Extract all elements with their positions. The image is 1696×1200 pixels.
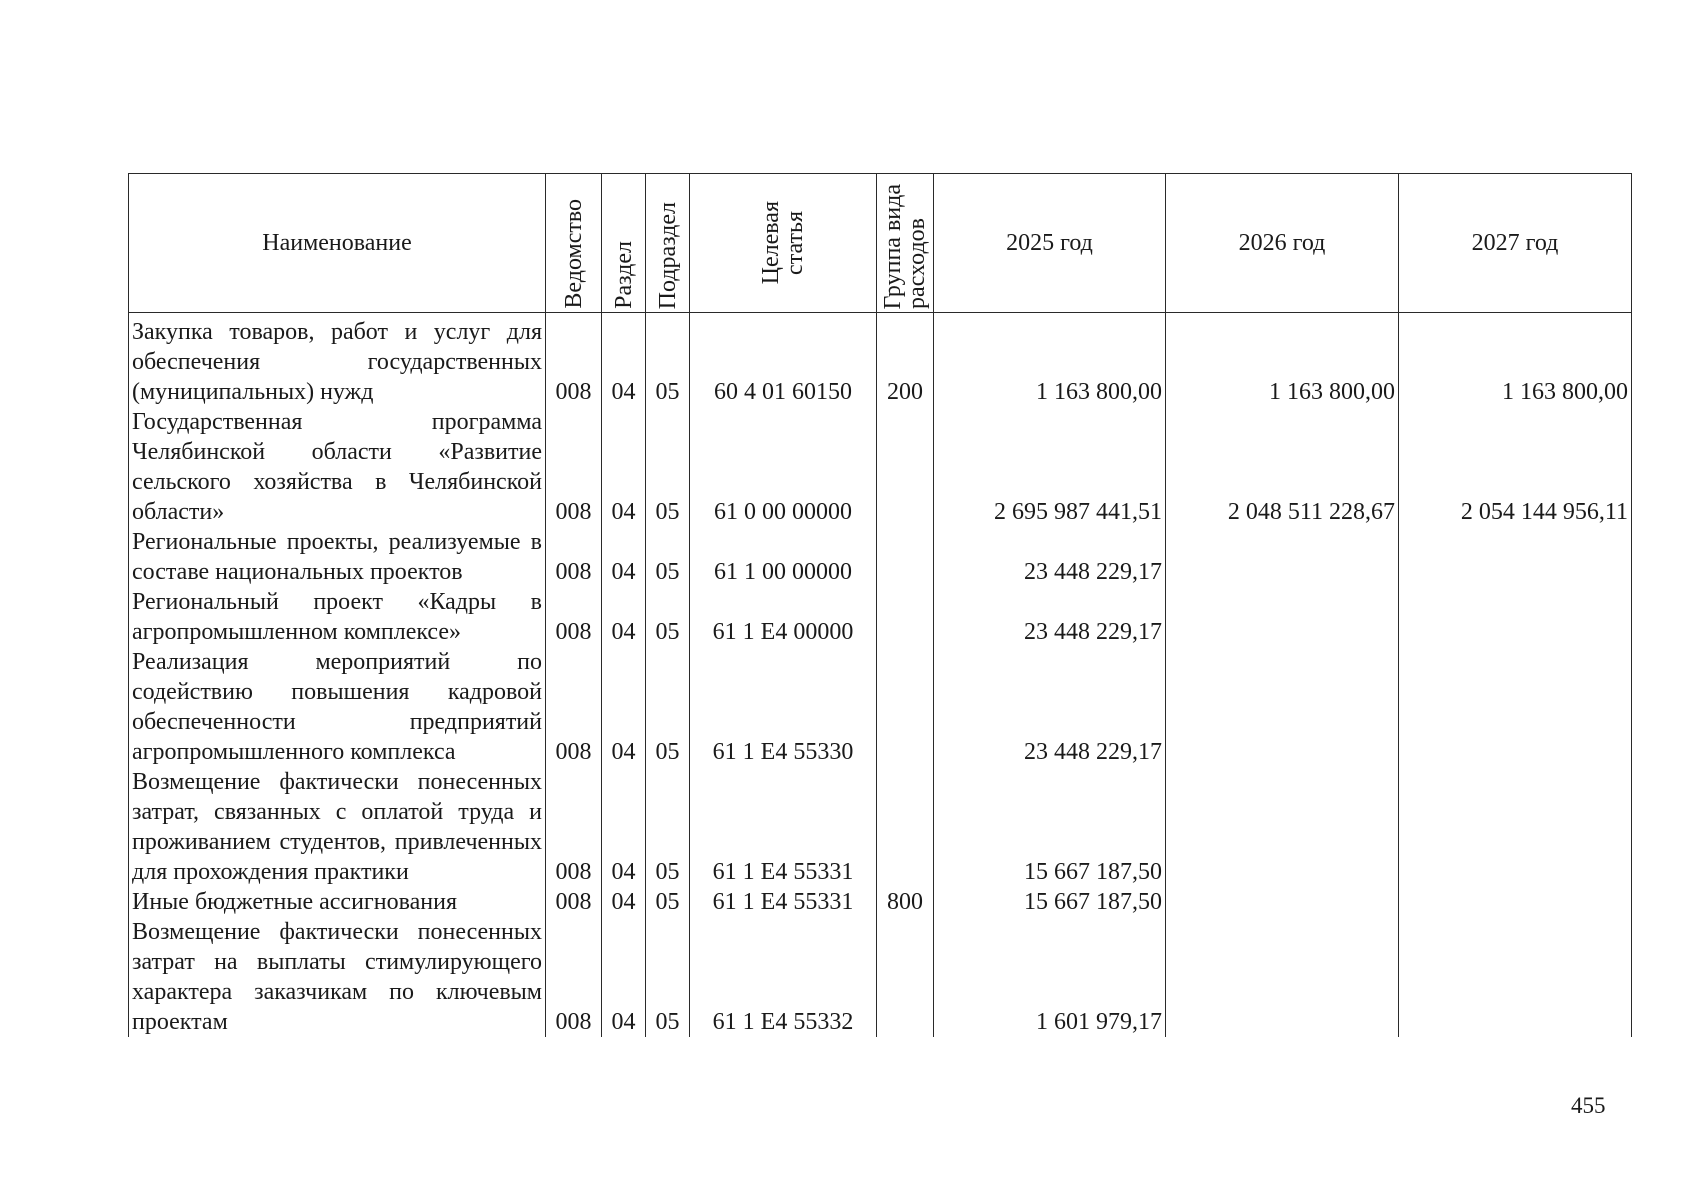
- cell-2025: 15 667 187,50: [934, 887, 1166, 917]
- cell-2026: [1166, 587, 1399, 647]
- cell-name: Иные бюджетные ассигнования: [129, 887, 546, 917]
- cell-name: Возмещение фактически понесенных затрат на выплаты стимулирующего характера заказчикам по ключевым проектам: [129, 917, 546, 1037]
- header-2027: [1399, 174, 1632, 313]
- cell-2025: 23 448 229,17: [934, 587, 1166, 647]
- header-2027-text: 2027 год: [1471, 230, 1559, 256]
- header-2026-text: 2026 год: [1238, 230, 1326, 256]
- header-vedomstvo-text: Ведомство: [560, 199, 587, 309]
- cell-celevaya-statya: 61 1 E4 55331: [690, 767, 877, 887]
- cell-vedomstvo: 008: [546, 527, 602, 587]
- header-gruppa-line1: Группа вида: [880, 183, 906, 309]
- cell-2025: 1 163 800,00: [934, 313, 1166, 408]
- header-gruppa-vida: [877, 174, 934, 313]
- cell-vedomstvo: 008: [546, 647, 602, 767]
- cell-razdel: 04: [602, 647, 646, 767]
- cell-2026: [1166, 887, 1399, 917]
- cell-2026: 1 163 800,00: [1166, 313, 1399, 408]
- cell-gruppa-vida: 800: [877, 887, 934, 917]
- header-razdel-text: Раздел: [610, 241, 637, 309]
- cell-vedomstvo: 008: [546, 887, 602, 917]
- cell-podrazdel: 05: [646, 407, 690, 527]
- table-body: [129, 313, 1632, 1038]
- cell-razdel: 04: [602, 313, 646, 408]
- cell-podrazdel: 05: [646, 917, 690, 1037]
- header-row: [129, 174, 1632, 313]
- cell-celevaya-statya: 61 1 00 00000: [690, 527, 877, 587]
- cell-2025: 1 601 979,17: [934, 917, 1166, 1037]
- header-gruppa-line2: расходов: [904, 218, 930, 309]
- cell-podrazdel: 05: [646, 527, 690, 587]
- header-name-text: Наименование: [262, 230, 412, 256]
- cell-razdel: 04: [602, 887, 646, 917]
- cell-gruppa-vida: [877, 917, 934, 1037]
- cell-name: Реализация мероприятий по содействию повышения кадровой обеспеченности предприятий агропромышленного комплекса: [129, 647, 546, 767]
- table-row: [129, 587, 1632, 647]
- header-2025: [934, 174, 1166, 313]
- header-celevaya-line1: Целевая: [758, 201, 784, 285]
- cell-vedomstvo: 008: [546, 313, 602, 408]
- cell-2026: [1166, 527, 1399, 587]
- cell-2026: [1166, 767, 1399, 887]
- cell-podrazdel: 05: [646, 647, 690, 767]
- header-celevaya-line2: статья: [782, 211, 808, 275]
- header-2026: [1166, 174, 1399, 313]
- budget-table: [128, 173, 1632, 1037]
- cell-2027: [1399, 917, 1632, 1037]
- cell-podrazdel: 05: [646, 767, 690, 887]
- table-row: [129, 917, 1632, 1037]
- cell-2027: [1399, 887, 1632, 917]
- cell-2027: [1399, 527, 1632, 587]
- cell-2027: [1399, 587, 1632, 647]
- table-row: [129, 887, 1632, 917]
- cell-2025: 2 695 987 441,51: [934, 407, 1166, 527]
- cell-gruppa-vida: [877, 767, 934, 887]
- cell-gruppa-vida: [877, 587, 934, 647]
- cell-gruppa-vida: [877, 527, 934, 587]
- cell-celevaya-statya: 60 4 01 60150: [690, 313, 877, 408]
- cell-razdel: 04: [602, 917, 646, 1037]
- cell-razdel: 04: [602, 527, 646, 587]
- header-celevaya-statya: [690, 174, 877, 313]
- cell-celevaya-statya: 61 1 E4 55331: [690, 887, 877, 917]
- header-2025-text: 2025 год: [1006, 230, 1093, 256]
- cell-2026: [1166, 917, 1399, 1037]
- cell-celevaya-statya: 61 1 E4 55330: [690, 647, 877, 767]
- cell-vedomstvo: 008: [546, 767, 602, 887]
- table-row: [129, 767, 1632, 887]
- header-vedomstvo: [546, 174, 602, 313]
- table-row: [129, 313, 1632, 408]
- table-row: [129, 527, 1632, 587]
- header-name: [129, 174, 546, 313]
- cell-2025: 23 448 229,17: [934, 527, 1166, 587]
- cell-gruppa-vida: 200: [877, 313, 934, 408]
- cell-podrazdel: 05: [646, 313, 690, 408]
- header-razdel: [602, 174, 646, 313]
- cell-vedomstvo: 008: [546, 587, 602, 647]
- cell-name: Закупка товаров, работ и услуг для обеспечения государственных (муниципальных) нужд: [129, 313, 546, 408]
- cell-podrazdel: 05: [646, 887, 690, 917]
- cell-celevaya-statya: 61 0 00 00000: [690, 407, 877, 527]
- header-podrazdel: [646, 174, 690, 313]
- cell-2027: [1399, 767, 1632, 887]
- cell-gruppa-vida: [877, 647, 934, 767]
- cell-2026: 2 048 511 228,67: [1166, 407, 1399, 527]
- cell-razdel: 04: [602, 407, 646, 527]
- cell-podrazdel: 05: [646, 587, 690, 647]
- cell-2027: 1 163 800,00: [1399, 313, 1632, 408]
- cell-2025: 15 667 187,50: [934, 767, 1166, 887]
- cell-name: Государственная программа Челябинской области «Развитие сельского хозяйства в Челябинской области»: [129, 407, 546, 527]
- cell-2027: 2 054 144 956,11: [1399, 407, 1632, 527]
- table-row: [129, 407, 1632, 527]
- cell-gruppa-vida: [877, 407, 934, 527]
- cell-name: Региональный проект «Кадры в агропромышленном комплексе»: [129, 587, 546, 647]
- cell-razdel: 04: [602, 587, 646, 647]
- cell-2027: [1399, 647, 1632, 767]
- cell-celevaya-statya: 61 1 E4 00000: [690, 587, 877, 647]
- table-row: [129, 647, 1632, 767]
- cell-celevaya-statya: 61 1 E4 55332: [690, 917, 877, 1037]
- table-header: [129, 174, 1632, 313]
- header-podrazdel-text: Подраздел: [654, 201, 681, 309]
- cell-name: Возмещение фактически понесенных затрат, связанных с оплатой труда и проживанием студентов, привлеченных для прохождения практики: [129, 767, 546, 887]
- cell-2025: 23 448 229,17: [934, 647, 1166, 767]
- cell-vedomstvo: 008: [546, 407, 602, 527]
- page-number: 455: [1571, 1093, 1606, 1118]
- cell-2026: [1166, 647, 1399, 767]
- cell-razdel: 04: [602, 767, 646, 887]
- cell-name: Региональные проекты, реализуемые в составе национальных проектов: [129, 527, 546, 587]
- cell-vedomstvo: 008: [546, 917, 602, 1037]
